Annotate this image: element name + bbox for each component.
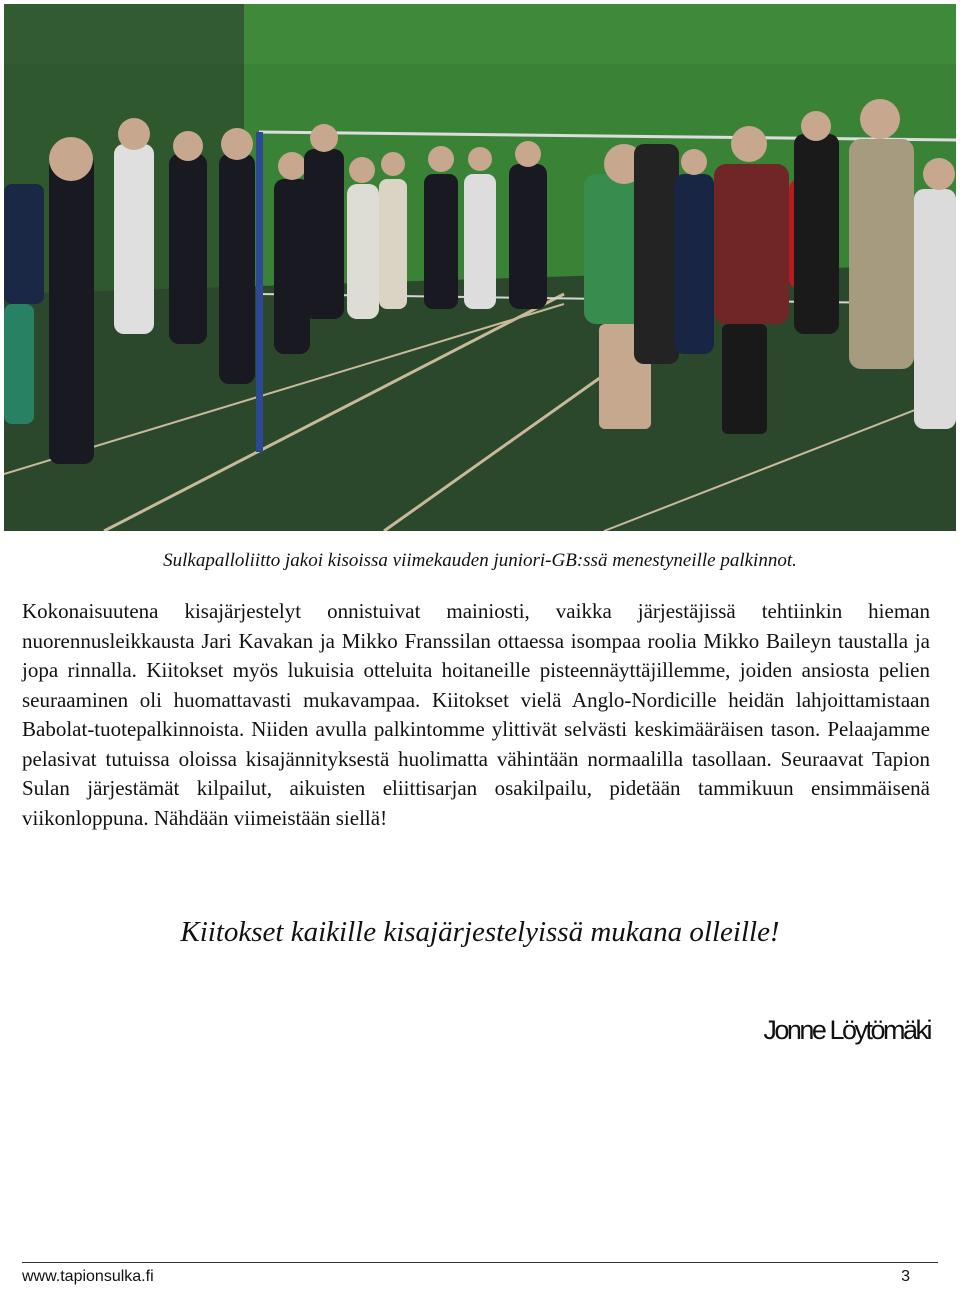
article-paragraph: Kokonaisuutena kisajärjestelyt onnistuivat mainiosti, vaikka järjestäjissä tehtiinkin hieman nuorennusleikkausta Jari Kavakan ja Mikko Franssilan ottaessa isompaa roolia Mikko Baileyn taustalla ja jopa rinnalla. Kiitokset myös lukuisia otteluita hoitaneille pisteennäyttäjillemme, joiden ansiosta pelien seuraaminen oli huomattavasti mukavampaa. Kiitokset vielä Anglo-Nordicille heidän lahjoittamistaan Babolat-tuotepalkinnoista. Niiden avulla palkintomme ylittivät selvästi keskimääräisen tason. Pelaajamme pelasivat tutuissa oloissa kisajännityksestä huolimatta vähintään normaalilla tasollaan. Seuraavat Tapion Sulan järjestämät kilpailut, aikuisten eliittisarjan osakilpailu, pidetään tammikuun ensimmäisenä viikonloppuna. Nähdään viimeistään siellä! — [22, 599, 930, 830]
page-number: 3 — [901, 1268, 910, 1285]
photo-illustration — [4, 4, 956, 531]
footer-website: www.tapionsulka.fi — [22, 1268, 154, 1285]
badminton-hall-photo — [4, 4, 956, 531]
author-signature: Jonne Löytömäki — [763, 1015, 930, 1045]
footer-divider — [22, 1262, 938, 1263]
photo-caption: Sulkapalloliitto jakoi kisoissa viimekauden juniori-GB:ssä menestyneille palkinnot. — [163, 550, 797, 571]
thanks-heading: Kiitokset kaikille kisajärjestelyissä mukana olleille! — [180, 916, 780, 948]
article-body — [22, 597, 930, 833]
